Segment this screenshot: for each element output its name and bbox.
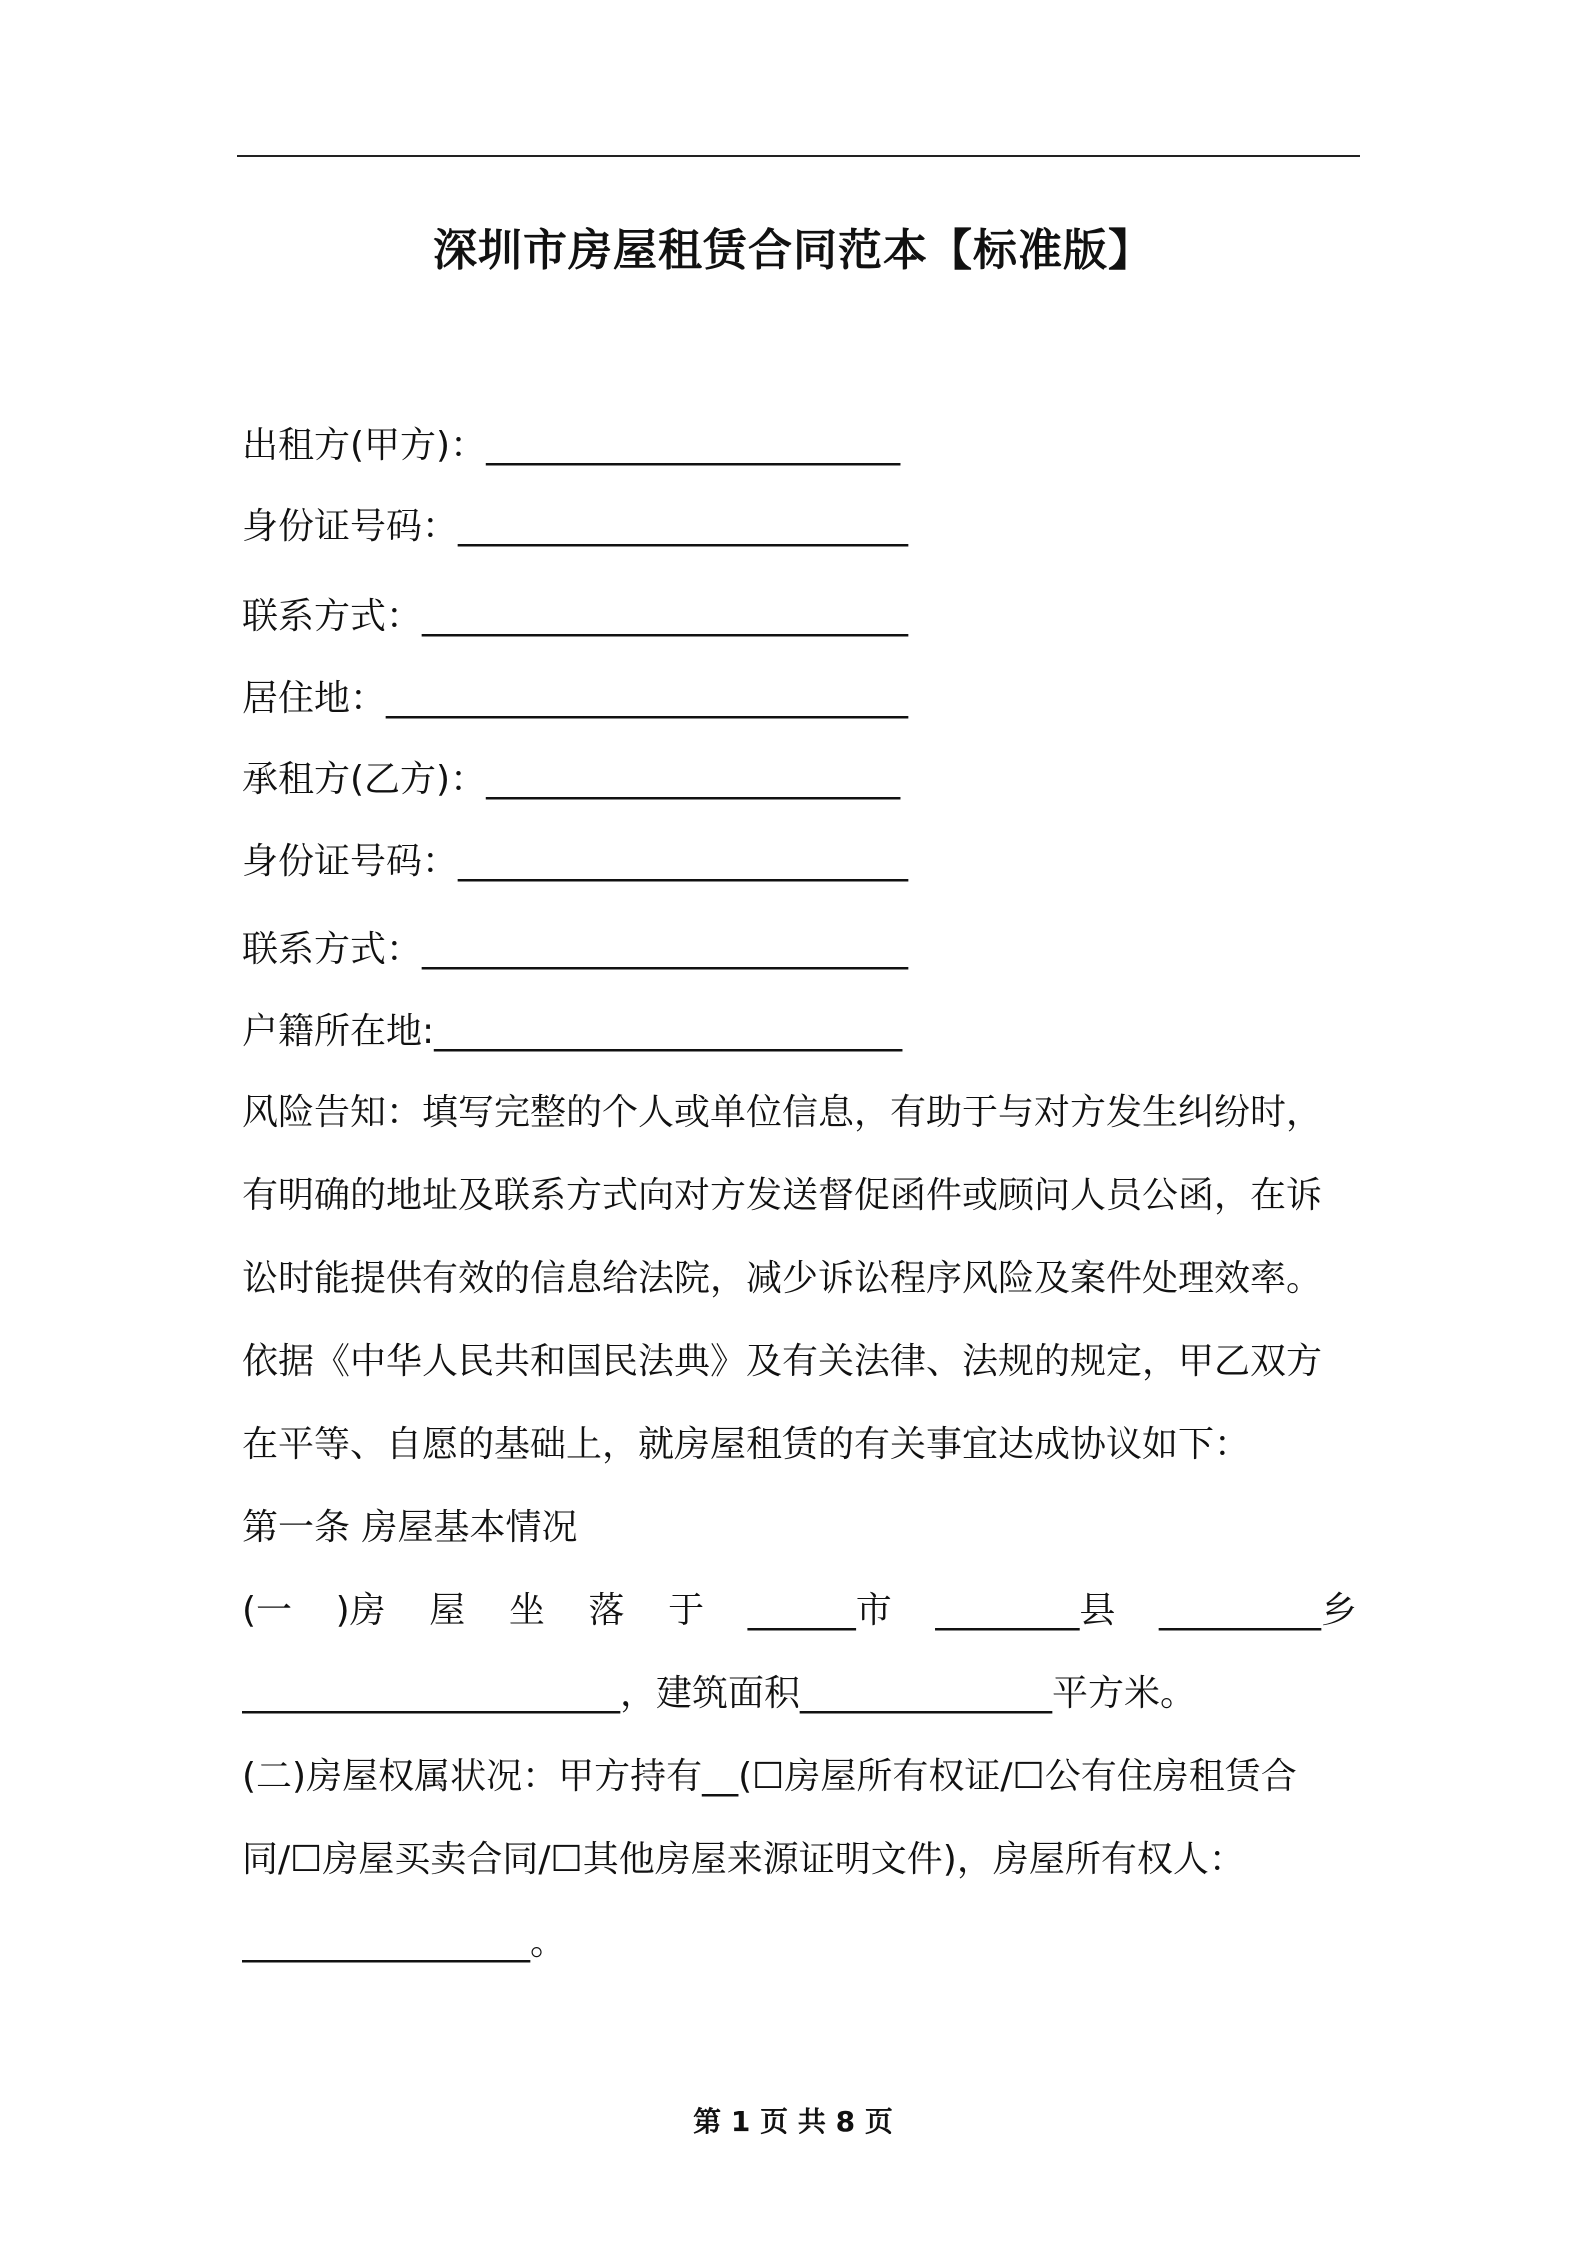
lessor-field: 出租方(甲方)：_______________________ bbox=[242, 425, 901, 466]
ownership-line-1: (二)房屋权属状况：甲方持有__(☐房屋所有权证/☐公有住房租赁合 bbox=[242, 1756, 1297, 1797]
page-number: 第 1 页 共 8 页 bbox=[693, 2105, 893, 2138]
basis-line-2: 在平等、自愿的基础上，就房屋租赁的有关事宜达成协议如下： bbox=[242, 1424, 1251, 1465]
lessee-field: 承租方(乙方)：_______________________ bbox=[242, 759, 901, 800]
header-rule bbox=[237, 155, 1360, 157]
ownership-line-2: 同/☐房屋买卖合同/☐其他房屋来源证明文件)，房屋所有权人： bbox=[242, 1839, 1245, 1880]
risk-notice-line-3: 讼时能提供有效的信息给法院，减少诉讼程序风险及案件处理效率。 bbox=[242, 1258, 1323, 1299]
page-title: 深圳市房屋租赁合同范本【标准版】 bbox=[433, 225, 1153, 276]
ownership-line-3: ________________。 bbox=[242, 1922, 566, 1963]
location-line-2: _____________________，建筑面积______________平方米。 bbox=[242, 1673, 1197, 1714]
location-line-1: (一 )房 屋 坐 落 于 ______市 ________县 _________乡 bbox=[242, 1590, 1357, 1631]
lessee-id-field: 身份证号码：_________________________ bbox=[242, 841, 909, 882]
risk-notice-line-1: 风险告知：填写完整的个人或单位信息，有助于与对方发生纠纷时， bbox=[242, 1092, 1323, 1133]
article-1-heading: 第一条 房屋基本情况 bbox=[242, 1507, 578, 1548]
risk-notice-line-2: 有明确的地址及联系方式向对方发送督促函件或顾问人员公函，在诉 bbox=[242, 1175, 1323, 1216]
lessee-household-field: 户籍所在地:__________________________ bbox=[242, 1011, 903, 1052]
lessor-contact-field: 联系方式：___________________________ bbox=[242, 596, 909, 637]
basis-line-1: 依据《中华人民共和国民法典》及有关法律、法规的规定，甲乙双方 bbox=[242, 1341, 1323, 1382]
lessor-residence-field: 居住地：_____________________________ bbox=[242, 678, 909, 719]
lessee-contact-field: 联系方式：___________________________ bbox=[242, 929, 909, 970]
lessor-id-field: 身份证号码：_________________________ bbox=[242, 506, 909, 547]
